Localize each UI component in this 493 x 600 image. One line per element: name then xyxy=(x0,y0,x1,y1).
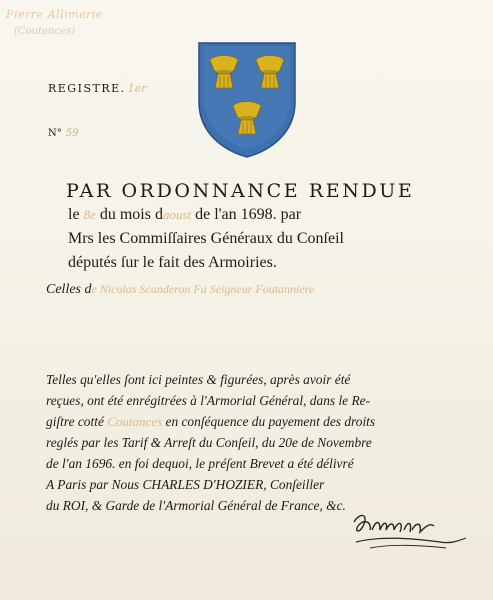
registry-value: Coutances xyxy=(107,414,163,429)
registre-value: 1er xyxy=(127,82,147,95)
handwritten-note-secondary: (Coutances) xyxy=(14,26,75,37)
body-line-6: A Paris par Nous CHARLES D'HOZIER, Conſeiller xyxy=(46,477,325,492)
date-prefix: le xyxy=(68,206,80,223)
body-line-3 xyxy=(46,414,375,430)
handwritten-note: Fierre Allimerie xyxy=(6,8,103,21)
bearer-line xyxy=(46,282,314,298)
registre-field xyxy=(48,82,146,95)
coat-of-arms-shield xyxy=(196,40,298,160)
registre-label: REGISTRE. xyxy=(48,82,126,95)
bearer-label: Celles d xyxy=(46,282,92,297)
month-value: aoust xyxy=(162,207,192,222)
body-line-4: reglés par les Tarif & Arreſt du Conſeil, du 20e de Novembre xyxy=(46,435,372,450)
ordonnance-date-line xyxy=(68,206,301,224)
day-value: 8e xyxy=(83,207,96,222)
year-text: de l'an 1698. par xyxy=(195,206,302,223)
ordonnance-deputies-line: députés ſur le fait des Armoiries. xyxy=(68,254,277,271)
body-line-2: reçues, ont été enrégitrées à l'Armorial Général, dans le Re- xyxy=(46,393,371,408)
document-title: PAR ORDONNANCE RENDUE xyxy=(66,180,415,202)
signature xyxy=(350,508,470,552)
numero-label: N° xyxy=(48,128,62,139)
bearer-name: e Nicolas Scanderon Fa Seigneur Foutanniere xyxy=(91,282,315,296)
numero-field xyxy=(48,128,78,139)
body-line-1: Telles qu'elles ſont ici peintes & figurées, après avoir été xyxy=(46,372,351,387)
month-prefix: du mois d xyxy=(99,206,163,223)
ordonnance-commissioners-line: Mrs les Commiſſaires Généraux du Conſeil xyxy=(68,230,344,247)
registry-suffix: en conſéquence du payement des droits xyxy=(165,414,376,429)
numero-value: 59 xyxy=(65,128,79,139)
body-line-5: de l'an 1696. en foi dequoi, le préſent Brevet a été délivré xyxy=(46,456,354,471)
registry-prefix: giſtre cotté xyxy=(46,414,104,429)
body-line-7: du ROI, & Garde de l'Armorial Général de France, &c. xyxy=(46,498,346,513)
